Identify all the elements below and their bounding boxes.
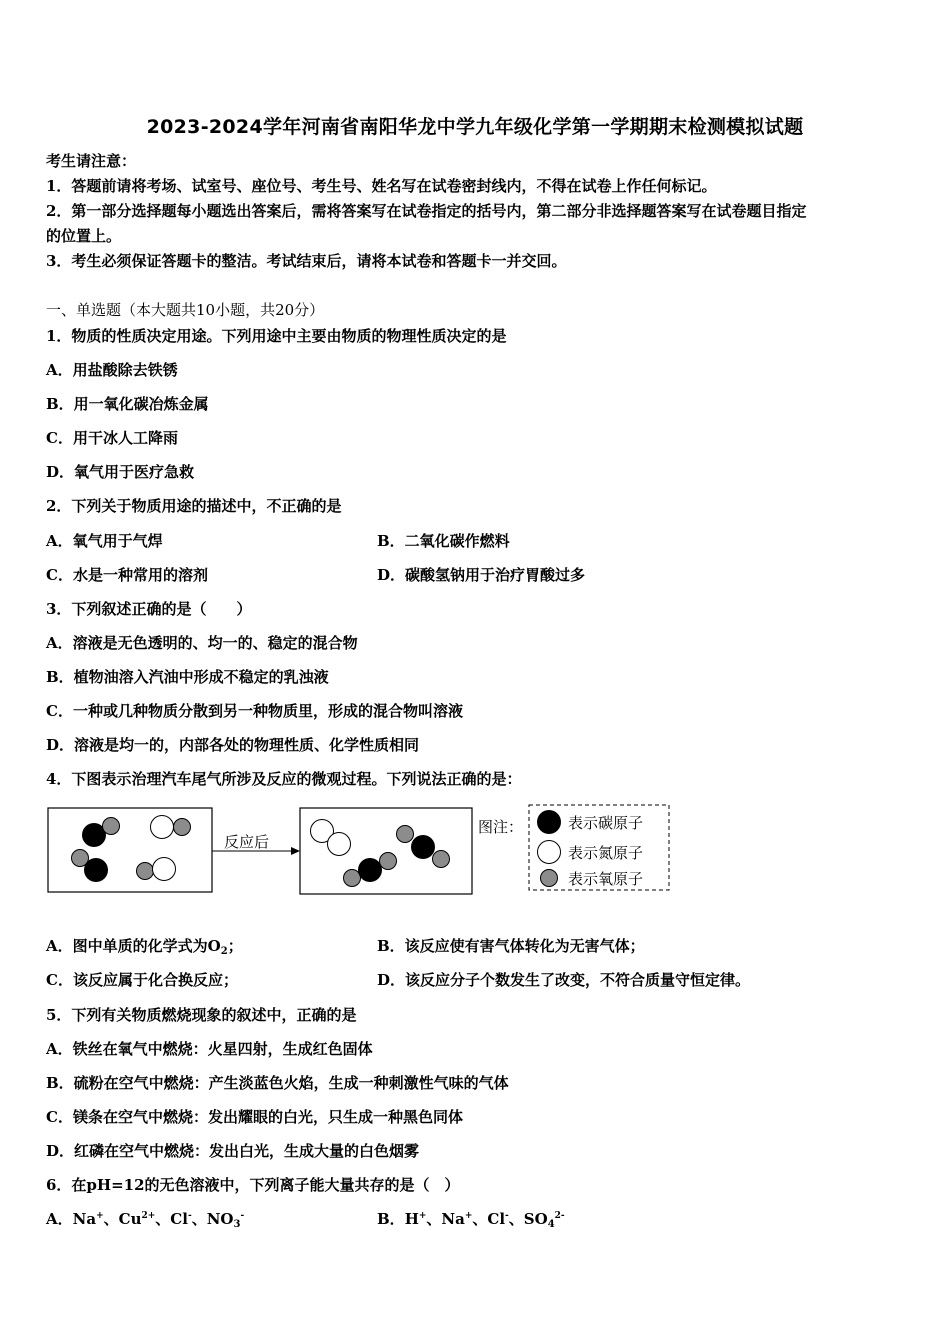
- legend-carbon-label: 表示碳原子: [568, 814, 644, 832]
- q3-option-b: B．植物油溶入汽油中形成不稳定的乳浊液: [46, 668, 329, 686]
- q1-option-a: A．用盐酸除去铁锈: [46, 361, 178, 379]
- exam-title: 2023-2024学年河南省南阳华龙中学九年级化学第一学期期末检测模拟试题: [146, 116, 804, 138]
- ion: 、Na: [426, 1210, 465, 1228]
- carbon-atom: [358, 858, 382, 882]
- notice-heading: 考生请注意：: [46, 152, 137, 170]
- carbon-atom: [84, 858, 108, 882]
- carbon-atom: [411, 835, 435, 859]
- q2-option-a: A．氧气用于气焊: [46, 532, 163, 550]
- oxygen-atom: [103, 818, 120, 835]
- ion: 、Cl: [155, 1210, 188, 1228]
- ion-charge: +: [96, 1211, 104, 1221]
- ion-charge: 2+: [141, 1211, 156, 1221]
- oxygen-atom: [380, 853, 397, 870]
- q5-option-c: C．镁条在空气中燃烧：发出耀眼的白光，只生成一种黑色同体: [46, 1108, 463, 1126]
- legend-nitrogen-swatch: [538, 841, 561, 864]
- ion-subscript: 3: [233, 1219, 241, 1230]
- q2-option-d: D．碳酸氢钠用于治疗胃酸过多: [377, 566, 586, 584]
- notice-item: 2．第一部分选择题每小题选出答案后，需将答案写在试卷指定的括号内，第二部分非选择题答案写在试卷题目指定: [46, 202, 807, 220]
- legend-oxygen-swatch: [541, 870, 558, 887]
- notice-item: 的位置上。: [46, 227, 122, 245]
- q4-option-b: B．该反应使有害气体转化为无害气体；: [377, 937, 645, 955]
- oxygen-atom: [137, 863, 154, 880]
- q5-option-a: A．铁丝在氧气中燃烧：火星四射，生成红色固体: [46, 1040, 373, 1058]
- q2-option-c: C．水是一种常用的溶剂: [46, 566, 208, 584]
- question-4-stem: 4．下图表示治理汽车尾气所涉及反应的微观过程。下列说法正确的是：: [46, 770, 522, 788]
- q1-option-b: B．用一氧化碳冶炼金属: [46, 395, 209, 413]
- q5-option-b: B．硫粉在空气中燃烧：产生淡蓝色火焰，生成一种刺激性气味的气体: [46, 1074, 509, 1092]
- q6-option-a: [46, 1209, 244, 1229]
- q6-option-b: [377, 1209, 565, 1229]
- arrow-label: 反应后: [224, 833, 270, 851]
- ion-charge: 2-: [554, 1211, 565, 1221]
- q6-b-label: B．: [377, 1210, 405, 1228]
- ion: 、SO: [508, 1210, 548, 1228]
- q4-option-a-subscript: 2: [220, 946, 228, 957]
- ion: Na: [72, 1210, 97, 1228]
- ion-charge: -: [240, 1211, 245, 1221]
- nitrogen-atom: [151, 816, 174, 839]
- q4-option-d: D．该反应分子个数发生了改变，不符合质量守恒定律。: [377, 971, 751, 989]
- legend-nitrogen-label: 表示氮原子: [568, 844, 644, 862]
- q5-option-d: D．红磷在空气中燃烧：发出白光，生成大量的白色烟雾: [46, 1142, 420, 1160]
- question-5-stem: 5．下列有关物质燃烧现象的叙述中，正确的是: [46, 1006, 357, 1024]
- nitrogen-atom: [328, 833, 351, 856]
- question-2-stem: 2．下列关于物质用途的描述中，不正确的是: [46, 497, 342, 515]
- ion-subscript: 4: [547, 1219, 555, 1230]
- q3-option-d: D．溶液是均一的，内部各处的物理性质、化学性质相同: [46, 736, 420, 754]
- ion: 、Cl: [472, 1210, 506, 1228]
- legend-carbon-swatch: [537, 810, 561, 834]
- question-6-stem: 6．在pH=12的无色溶液中，下列离子能大量共存的是（ ）: [46, 1176, 460, 1194]
- oxygen-atom: [397, 826, 414, 843]
- oxygen-atom: [433, 851, 450, 868]
- question-3-stem: 3．下列叙述正确的是（ ）: [46, 600, 252, 618]
- ion-charge: +: [464, 1211, 473, 1221]
- ion-charge: -: [505, 1211, 509, 1221]
- section-heading: 一、单选题（本大题共10小题，共20分）: [46, 301, 325, 319]
- q3-option-c: C．一种或几种物质分散到另一种物质里，形成的混合物叫溶液: [46, 702, 463, 720]
- oxygen-atom: [344, 870, 361, 887]
- ion-charge: +: [418, 1211, 427, 1221]
- notice-item: 1．答题前请将考场、试室号、座位号、考生号、姓名写在试卷密封线内，不得在试卷上作任何标记。: [46, 177, 717, 195]
- q2-option-b: B．二氧化碳作燃料: [377, 532, 510, 550]
- reaction-diagram: [46, 802, 676, 897]
- legend-title: 图注：: [478, 818, 524, 836]
- q4-option-c: C．该反应属于化合换反应；: [46, 971, 238, 989]
- q1-option-c: C．用干冰人工降雨: [46, 429, 178, 447]
- nitrogen-atom: [153, 858, 176, 881]
- q4-option-a: [46, 936, 243, 956]
- question-1-stem: 1．物质的性质决定用途。下列用途中主要由物质的物理性质决定的是: [46, 327, 507, 345]
- ion-charge: -: [187, 1211, 192, 1221]
- notice-item: 3．考生必须保证答题卡的整洁。考试结束后，请将本试卷和答题卡一并交回。: [46, 252, 567, 270]
- ion: 、NO: [191, 1210, 234, 1228]
- ion: 、Cu: [103, 1210, 142, 1228]
- ion: H: [404, 1210, 419, 1228]
- legend-oxygen-label: 表示氧原子: [568, 870, 644, 888]
- arrow-head: [291, 847, 300, 855]
- oxygen-atom: [174, 819, 191, 836]
- q1-option-d: D．氧气用于医疗急救: [46, 463, 195, 481]
- q4-option-a-text: A．图中单质的化学式为O: [46, 937, 221, 955]
- q3-option-a: A．溶液是无色透明的、均一的、稳定的混合物: [46, 634, 358, 652]
- q6-a-label: A．: [46, 1210, 73, 1228]
- q4-option-a-end: ；: [227, 937, 243, 955]
